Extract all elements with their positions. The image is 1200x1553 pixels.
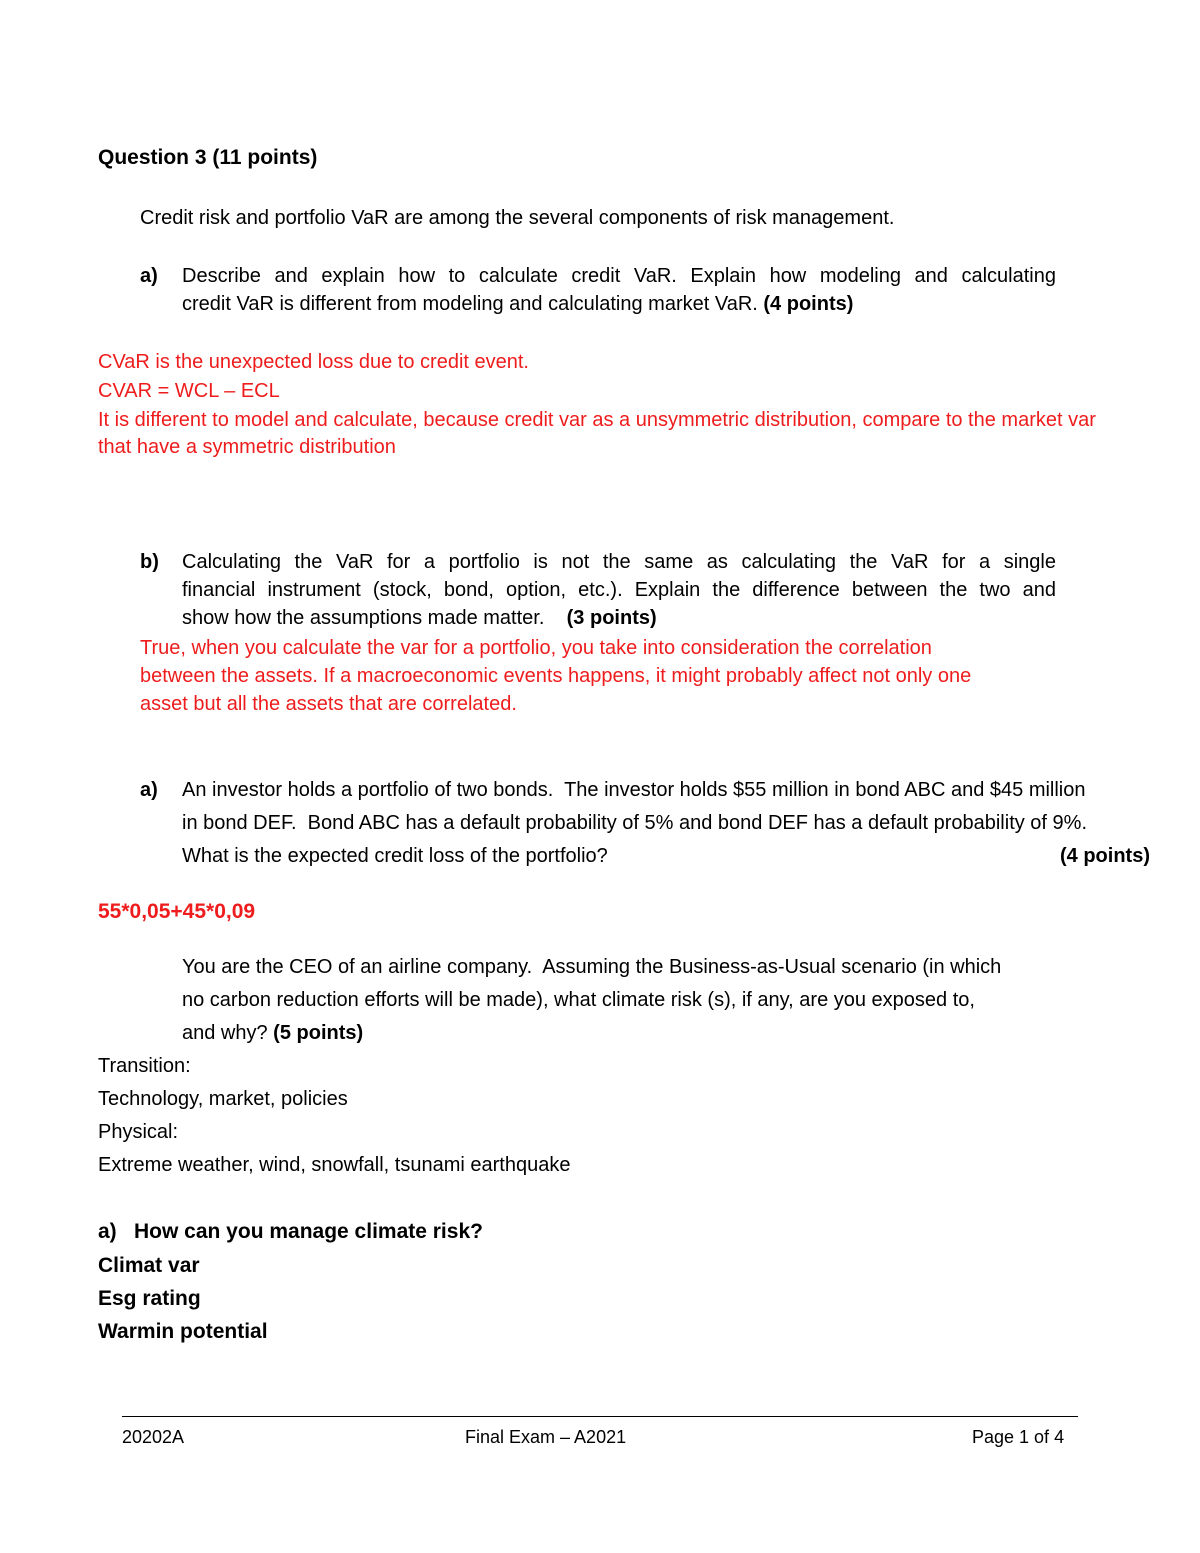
answer-b-line-1: True, when you calculate the var for a portfolio, you take into consideration the correlation: [140, 637, 932, 659]
footer-exam-title: Final Exam – A2021: [465, 1427, 627, 1447]
part-b-line-2: financial instrument (stock, bond, option, etc.). Explain the difference between the two and: [182, 579, 1056, 601]
part-c-points: (4 points): [1060, 845, 1150, 867]
footer-page-total: 4: [1054, 1427, 1065, 1447]
part-a-line-2-text: credit VaR is different from modeling and calculating market VaR.: [182, 293, 764, 315]
answer-d-line-1: Transition:: [98, 1055, 191, 1077]
part-b-points: (3 points): [566, 607, 657, 629]
part-b-line-3: [182, 604, 657, 632]
part-d-line-3: [182, 1019, 363, 1047]
part-b-line-3-text: show how the assumptions made matter.: [182, 607, 567, 629]
part-d-line-1: You are the CEO of an airline company. Assuming the Business-as-Usual scenario (in which: [182, 956, 1002, 978]
part-c-line-3: What is the expected credit loss of the portfolio?: [182, 845, 608, 867]
part-e-answer-2: Esg rating: [98, 1287, 201, 1310]
question-intro: Credit risk and portfolio VaR are among the several components of risk management.: [140, 207, 895, 229]
part-b-label: b): [140, 551, 159, 573]
part-a-points: (4 points): [763, 293, 854, 315]
answer-d-line-2: Technology, market, policies: [98, 1088, 348, 1110]
footer-course-code: 20202A: [122, 1427, 185, 1447]
footer-page-number: [972, 1424, 1064, 1450]
answer-b-line-2: between the assets. If a macroeconomic events happens, it might probably affect not only one: [140, 665, 972, 687]
footer-divider: [122, 1416, 1078, 1417]
part-c-line-2: in bond DEF. Bond ABC has a default probability of 5% and bond DEF has a default probability of 9%.: [182, 812, 1088, 834]
part-e-answer-3: Warmin potential: [98, 1320, 268, 1343]
part-c-line-1: An investor holds a portfolio of two bonds. The investor holds $55 million in bond ABC and $45 million: [182, 779, 1086, 801]
part-d-line-2: no carbon reduction efforts will be made), what climate risk (s), if any, are you exposed to,: [182, 989, 975, 1011]
answer-a-line-3: It is different to model and calculate, because credit var as a unsymmetric distribution, compare to the market var: [98, 409, 1096, 431]
answer-a-line-1: CVaR is the unexpected loss due to credit event.: [98, 351, 529, 373]
part-e-answer-1: Climat var: [98, 1254, 200, 1277]
part-a-label: a): [140, 265, 158, 287]
footer-page-prefix: Page 1 of: [972, 1427, 1055, 1447]
part-d-line-3-text: and why?: [182, 1022, 274, 1044]
answer-a-line-4: that have a symmetric distribution: [98, 436, 396, 458]
part-d-points: (5 points): [273, 1022, 364, 1044]
answer-b-line-3: asset but all the assets that are correlated.: [140, 693, 517, 715]
part-b-line-1: Calculating the VaR for a portfolio is not the same as calculating the VaR for a single: [182, 551, 1056, 573]
answer-c: 55*0,05+45*0,09: [98, 900, 256, 923]
part-e-question: How can you manage climate risk?: [134, 1220, 483, 1243]
question-title: Question 3 (11 points): [98, 146, 318, 169]
part-a-line-2: [182, 290, 853, 318]
answer-a-line-2: CVAR = WCL – ECL: [98, 380, 280, 402]
answer-d-line-3: Physical:: [98, 1121, 179, 1143]
part-c-label: a): [140, 779, 158, 801]
part-a-line-1: Describe and explain how to calculate credit VaR. Explain how modeling and calculating: [182, 265, 1056, 287]
part-e-label: a): [98, 1220, 117, 1243]
answer-d-line-4: Extreme weather, wind, snowfall, tsunami earthquake: [98, 1154, 571, 1176]
